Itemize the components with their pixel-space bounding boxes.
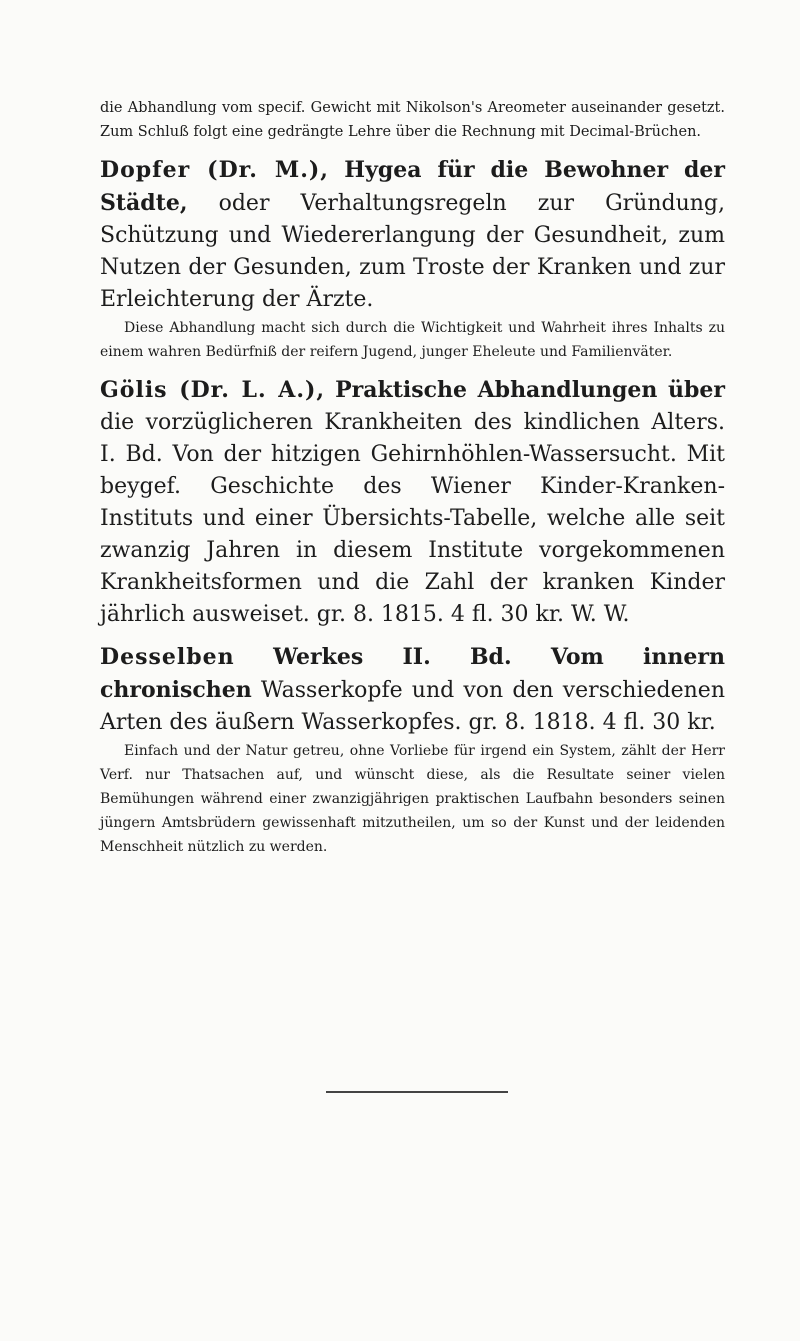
entry-note: Diese Abhandlung macht sich durch die Wichtigkeit und Wahrheit ihres Inhalts zu einem wahren Bedürfniß der reifern Jugend, junger Eheleute und Familienväter. [100,320,725,360]
entry-description: die vorzüglicheren Krankheiten des kindlichen Alters. I. Bd. Von der hitzigen Gehirnhöhlen-Wassersucht. Mit beygef. Geschichte des Wiener Kinder-Kranken-Instituts und einer Übersichts-Tabelle, welche alle seit zwanzig Jahren in diesem Institute vorgekommenen Krankheitsformen und die Zahl der kranken Kinder jährlich ausweiset. gr. 8. 1815. 4 fl. 30 kr. W. W. [100,410,725,627]
text-column [100,96,725,859]
entry-description: Wasserkopfe und von den verschiedenen Arten des äußern Wasserkopfes. gr. 8. 1818. 4 fl. 30 kr. [100,678,725,735]
entry-heading [100,641,725,739]
entry-heading [100,374,725,631]
entry-title: Praktische Abhandlungen über [335,377,726,403]
closing-rule [326,1091,508,1093]
continuation-text: die Abhandlung vom specif. Gewicht mit Nikolson's Areometer auseinander gesetzt. Zum Schluß folgt eine gedrängte Lehre über die Rechnung mit Decimal-Brüchen. [100,100,725,140]
entry-title: Werkes II. Bd. Vom innern chronischen [100,644,725,703]
entry-author: Desselben [100,644,235,670]
entry-author: Gölis (Dr. L. A.), [100,377,326,403]
entry-heading [100,154,725,316]
entry-goelis [100,374,725,631]
entry-author: Dopfer (Dr. M.), [100,157,329,183]
entry-note: Einfach und der Natur getreu, ohne Vorliebe für irgend ein System, zählt der Herr Verf. nur Thatsachen auf, und wünscht diese, als die Resultate seiner vielen Bemühungen während einer zwanzigjährigen praktischen Laufbahn besonders seinen jüngern Amtsbrüdern gewissenhaft mitzutheilen, um so der Kunst und der leidenden Menschheit nützlich zu werden. [100,743,725,855]
entry-desselben [100,641,725,859]
entry-dopfer [100,154,725,364]
entry-title: Hygea für die Bewohner der Städte, [100,157,725,216]
entry-continuation [100,96,725,144]
entry-description: oder Verhaltungsregeln zur Gründung, Schützung und Wiedererlangung der Gesundheit, zum Nutzen der Gesunden, zum Troste der Kranken und zur Erleichterung der Ärzte. [100,191,725,312]
